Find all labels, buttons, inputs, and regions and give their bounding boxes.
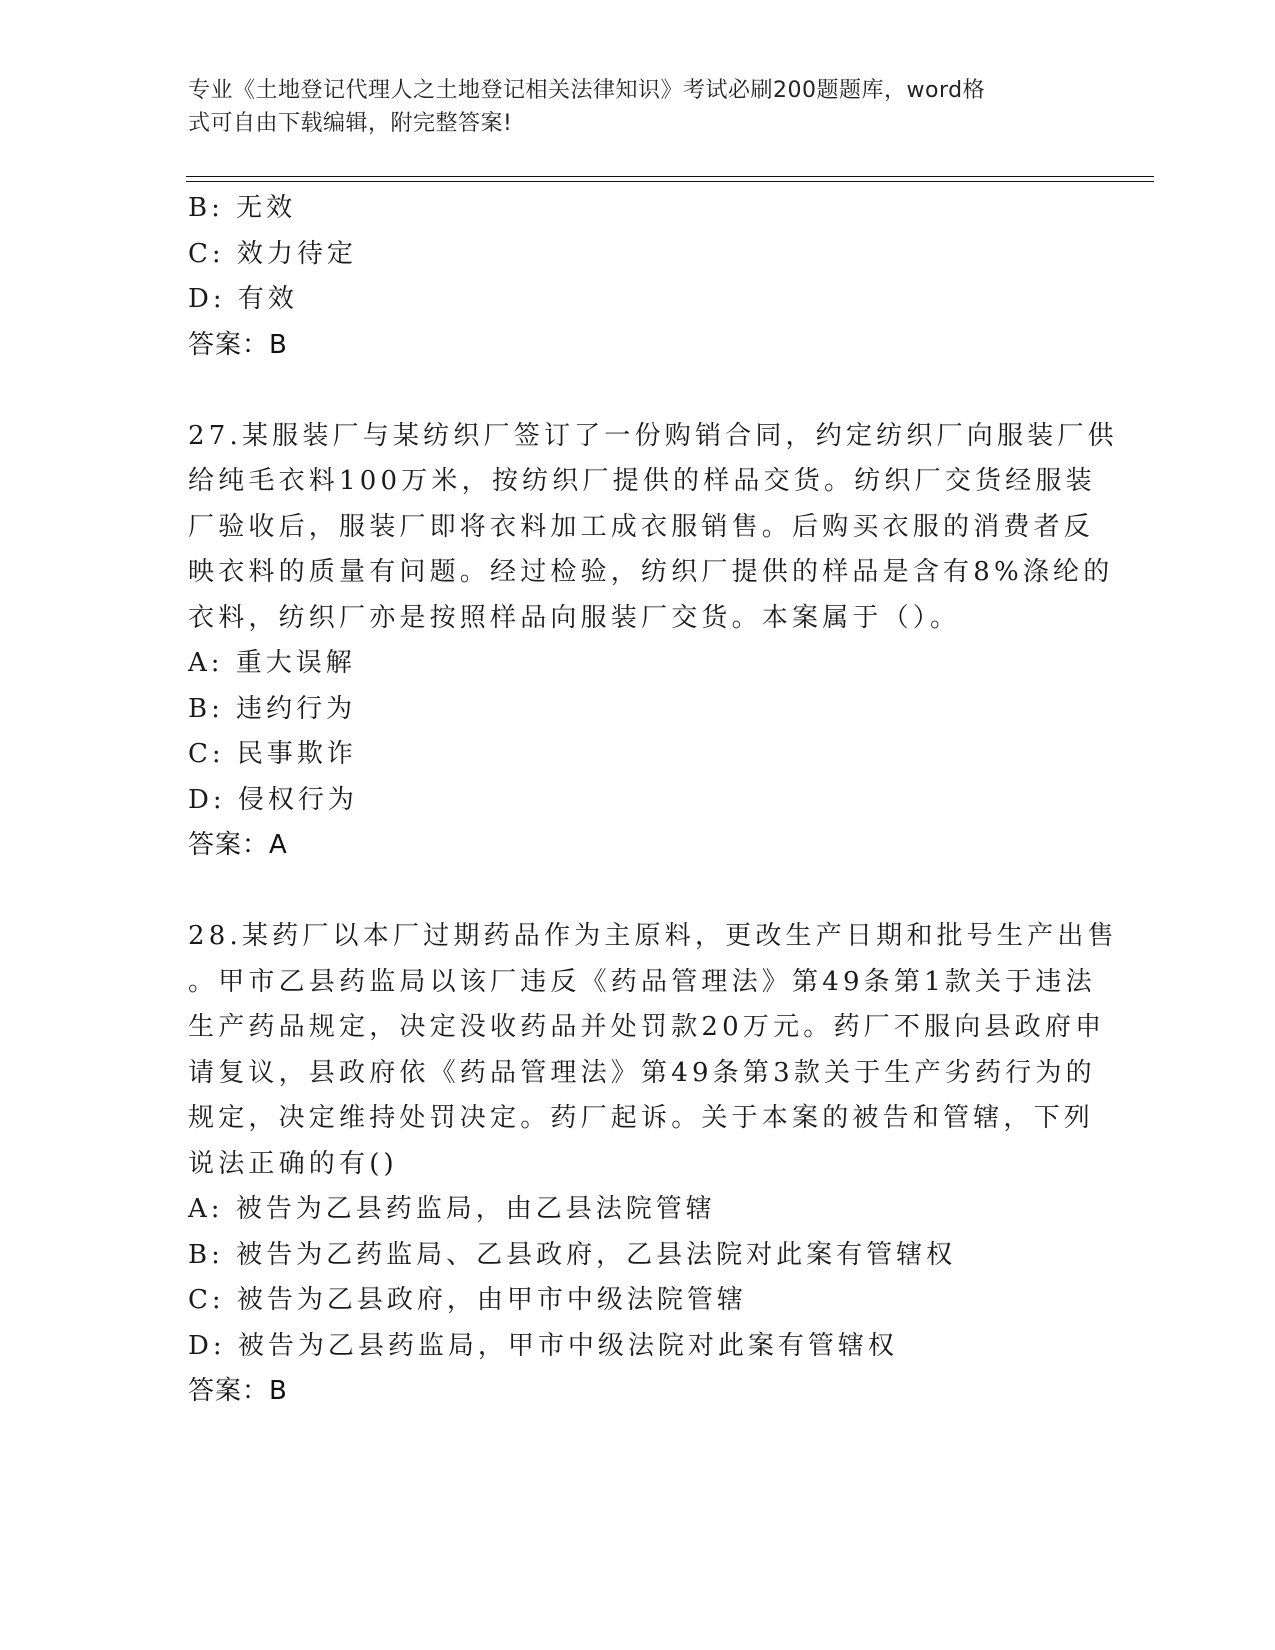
question-27-block: [188, 414, 1118, 869]
stem-line: 请复议，县政府依《药品管理法》第49条第3款关于生产劣药行为的: [188, 1057, 1096, 1088]
header-line-1: 专业《土地登记代理人之土地登记相关法律知识》考试必刷200题题库，word格: [188, 78, 986, 103]
document-header: [188, 74, 1068, 140]
stem-line: 27.某服装厂与某纺织厂签订了一份购销合同，约定纺织厂向服装厂供: [188, 420, 1118, 451]
stem-line: 映衣料的质量有问题。经过检验，纺织厂提供的样品是含有8%涤纶的: [188, 557, 1114, 587]
stem-line: 说法正确的有(): [188, 1148, 398, 1179]
answer-line: 答案：B: [188, 329, 288, 360]
option-a: A: 重大误解: [188, 648, 356, 678]
option-b: B: 违约行为: [188, 693, 357, 724]
option-c: C: 民事欺诈: [188, 739, 357, 769]
stem-line: 规定，决定维持处罚决定。药厂起诉。关于本案的被告和管辖，下列: [188, 1103, 1095, 1133]
option-b: B: 被告为乙药监局、乙县政府，乙县法院对此案有管辖权: [188, 1239, 957, 1270]
option-d: D: 侵权行为: [188, 784, 358, 815]
option-c: C: 被告为乙县政府，由甲市中级法院管辖: [188, 1285, 747, 1315]
stem-line: 给纯毛衣料100万米，按纺织厂提供的样品交货。纺织厂交货经服装: [188, 466, 1096, 496]
header-line-2: 式可自由下载编辑，附完整答案!: [188, 111, 513, 136]
prev-question-block: [188, 186, 1088, 368]
stem-line: 生产药品规定，决定没收药品并处罚款20万元。药厂不服向县政府申: [188, 1012, 1106, 1042]
option-a: A: 被告为乙县药监局，由乙县法院管辖: [188, 1194, 716, 1224]
spacer: [188, 869, 1088, 915]
stem-line: 衣料，纺织厂亦是按照样品向服装厂交货。本案属于（）。: [188, 602, 961, 633]
question-27-stem: [188, 414, 1118, 642]
stem-line: 厂验收后，服装厂即将衣料加工成衣服销售。后购买衣服的消费者反: [188, 511, 1095, 542]
answer-line: 答案：A: [188, 830, 288, 860]
spacer: [188, 368, 1088, 414]
option-d: D: 被告为乙县药监局，甲市中级法院对此案有管辖权: [188, 1330, 898, 1361]
stem-line: 。甲市乙县药监局以该厂违反《药品管理法》第49条第1款关于违法: [188, 966, 1096, 997]
document-body: [188, 186, 1118, 1415]
option-c: C: 效力待定: [188, 238, 357, 269]
question-28-block: [188, 914, 1118, 1415]
header-rule-top: [186, 176, 1154, 177]
header-rule-bottom: [186, 181, 1154, 182]
answer-line: 答案：B: [188, 1376, 288, 1406]
option-d: D: 有效: [188, 284, 298, 314]
option-b: B: 无效: [188, 193, 297, 223]
question-28-stem: [188, 914, 1118, 1187]
stem-line: 28.某药厂以本厂过期药品作为主原料，更改生产日期和批号生产出售: [188, 921, 1118, 951]
